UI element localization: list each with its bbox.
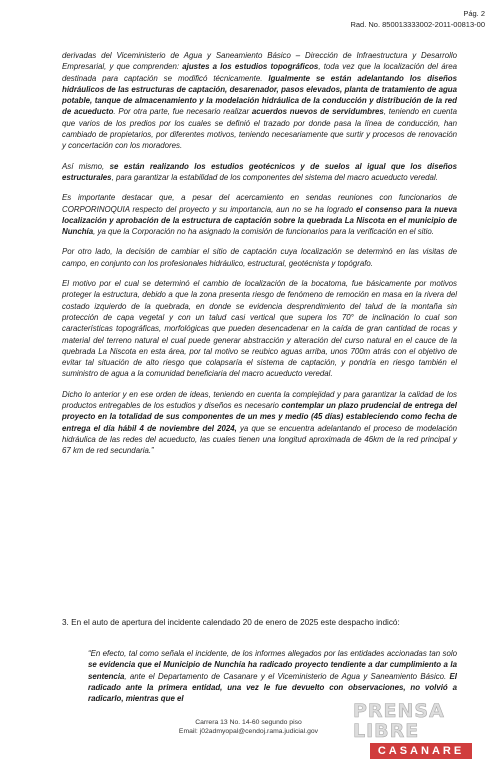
quote-paragraph-1: derivadas del Viceministerio de Agua y Saneamiento Básico – Dirección de Infraestructura y Desarrollo Empresarial, y que comprenden: ajustes a los estudios topográficos, toda vez que la localización del área destinada para captación se modificó técnicamente. Igualmente se están adelantando los diseños hidráulicos de las estructuras de captación, desarenador, pasos elevados, planta de tratamiento de agua potable, tanque de almacenamiento y la modelación hidráulica de la conducción y distribución de la red de acueducto. Por otra parte, fue necesario realizar acuerdos nuevos de servidumbres, teniendo en cuenta que varios de los predios por los cuales se definió el trazado por donde pasa la línea de conducción, han cambiado de propietarios, por diferentes motivos, teniendo necesariamente que surtir y procesos de renovación y concertación con los moradores. <box>62 51 457 151</box>
footer-address: Carrera 13 No. 14-60 segundo piso <box>195 719 302 726</box>
footer-email: Email: j02admyopal@cendoj.rama.judicial.gov <box>178 728 319 735</box>
quote-paragraph-2: Así mismo, se están realizando los estudios geotécnicos y de suelos al igual que los diseños estructurales, para garantizar la estabilidad de los componentes del sistema del macro acueducto veredal. <box>62 161 457 182</box>
page-number: Pág. 2 <box>463 9 485 18</box>
numbered-item-3: 3. En el auto de apertura del incidente calendado 20 de enero de 2025 este despacho indicó: <box>62 618 400 627</box>
quote-auto-apertura: “En efecto, tal como señala el incidente, de los informes allegados por las entidades accionadas tan solo se evidencia que el Municipio de Nunchía ha radicado proyecto tendiente a dar cumplimiento a la sentencia, ante el Departamento de Casanare y el Viceministerio de Agua y Saneamiento Básico. El radicado ante la primera entidad, una vez le fue devuelto con observaciones, no volvió a radicarlo, mientras que el <box>88 649 457 704</box>
watermark-title: PRENSA LIBRE <box>353 700 445 742</box>
quote-paragraph-6: Dicho lo anterior y en ese orden de ideas, teniendo en cuenta la complejidad y para garantizar la calidad de los productos entregables de los estudios y diseños es necesario contemplar un plazo prudencial de entrega del proyecto en la totalidad de sus componentes de un mes y medio (45 días) estableciendo como fecha de entrega el día hábil 4 de noviembre del 2024, ya que se encuentra adelantando el proceso de modelación hidráulica de las redes del acueducto, las cuales tienen una longitud aproximada de 46km de la red principal y 67 km de red secundaria.” <box>62 389 457 456</box>
quote-paragraph-4: Por otro lado, la decisión de cambiar el sitio de captación cuya localización se determinó en las visitas de campo, en conjunto con los profesionales hidráulico, estructural, geotécnista y topógrafo. <box>62 247 457 268</box>
prensa-libre-watermark-logo <box>353 700 489 757</box>
document-header <box>350 8 485 30</box>
quote-paragraph-3: Es importante destacar que, a pesar del acercamiento en sendas reuniones con funcionarios de CORPORINOQUIA respecto del proyecto y su importancia, aun no se ha logrado el consenso para la nueva localización y aprobación de la estructura de captación sobre la quebrada La Niscota en el municipio de Nunchía, ya que la Corporación no ha asignado la comisión de funcionarios para la verificación en el sitio. <box>62 193 457 237</box>
quote-paragraph-5: El motivo por el cual se determinó el cambio de localización de la bocatoma, fue básicamente por motivos proteger la estructura, debido a que la zona presenta riesgo de fenómeno de remoción en masa en la rivera del costado izquierdo de la quebrada, en donde se evidencia desprendimiento del talud de la montaña sin protección de capa vegetal y con un talud casi vertical que supera los 70° de inclinación lo cual son características topográficas, morfológicas que pueden desencadenar en la caída de gran cantidad de rocas y material del terreno natural el cual puede generar abstracción y alteración del curso natural en el cauce de la quebrada La Niscota en esta área, por tal motivo se reubico aguas arriba, unos 700m atrás con el objetivo de evitar tal situación de alto riesgo que colapsaría el sistema de captación, y pondría en riesgo también el suministro de agua a la comunidad beneficiaria del macro acueducto veredal. <box>62 279 457 379</box>
watermark-subtitle: CASANARE <box>370 743 472 759</box>
document-body <box>62 50 457 466</box>
radicado-number: Rad. No. 850013333002-2011-00813-00 <box>350 20 485 29</box>
